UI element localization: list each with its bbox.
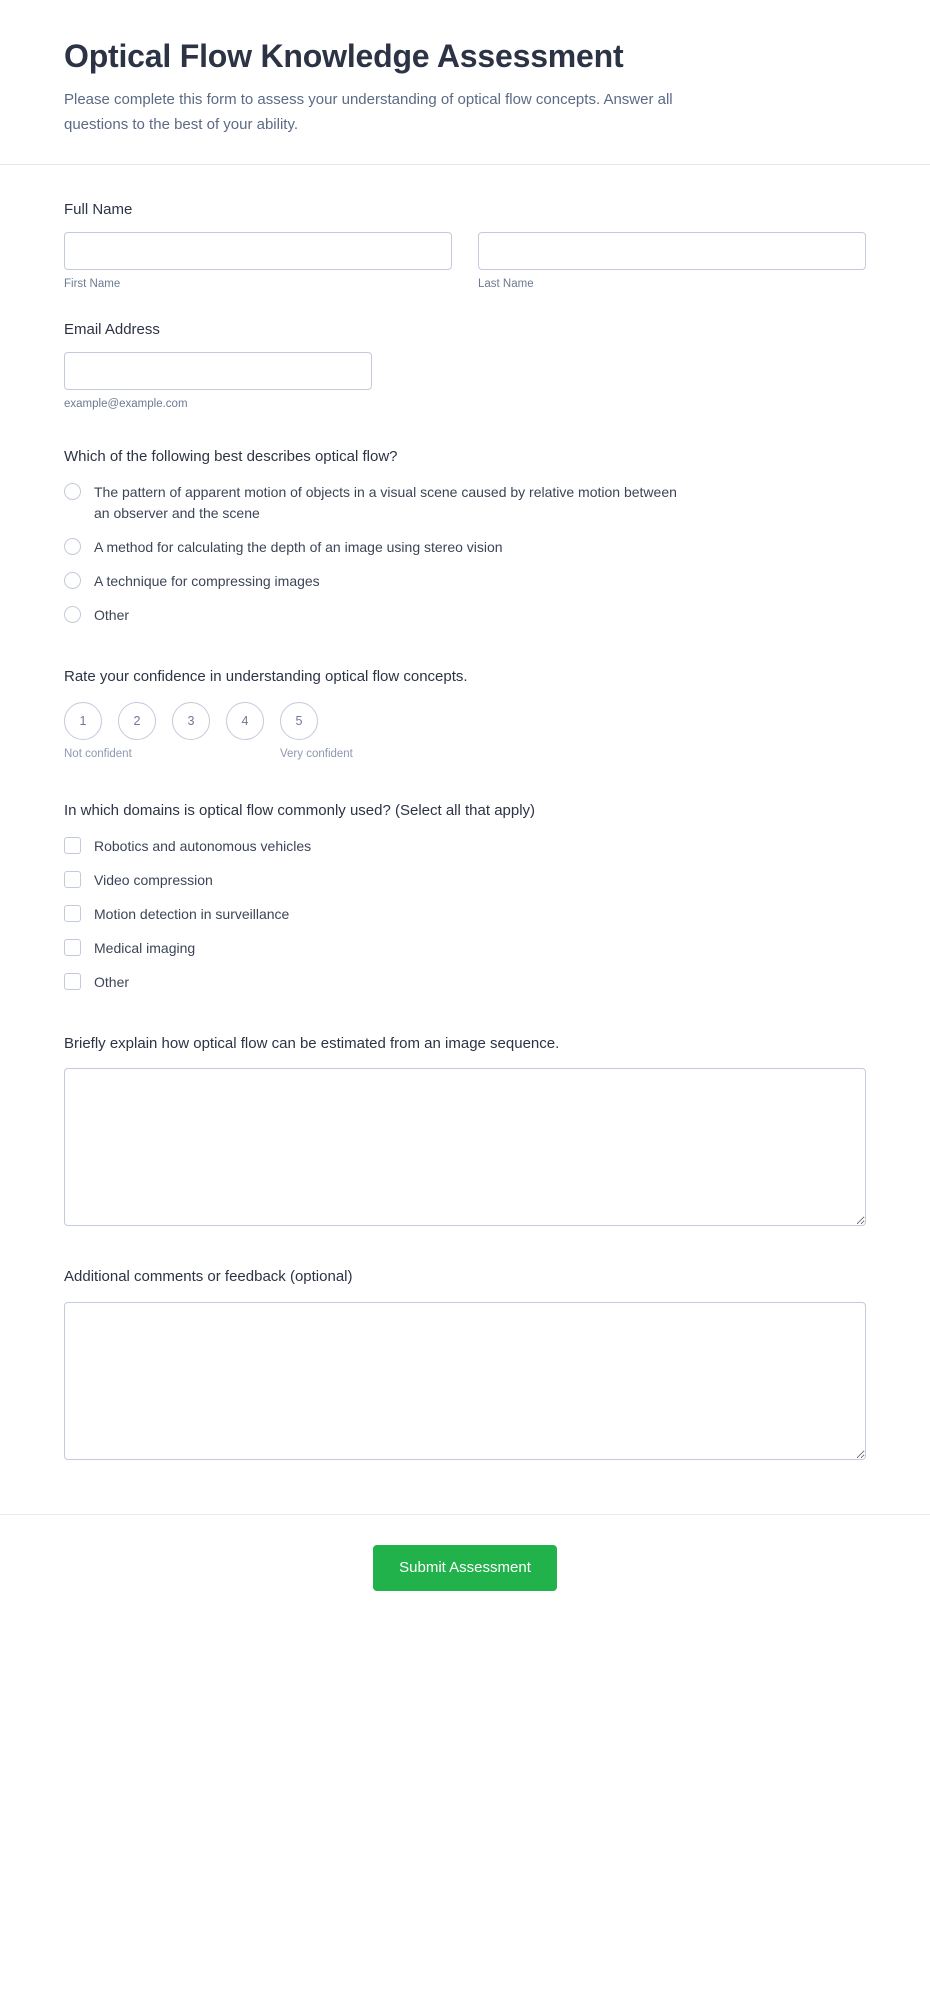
field-confidence-scale	[64, 666, 866, 760]
scale-option-4[interactable]: 4	[226, 702, 264, 740]
radio-circle-icon[interactable]	[64, 572, 81, 589]
explain-question-label: Briefly explain how optical flow can be estimated from an image sequence.	[64, 1034, 560, 1052]
describes-question-options	[64, 482, 866, 626]
domains-question-options	[64, 836, 866, 993]
checkbox-option-label: Video compression	[94, 871, 213, 888]
checkbox-option-label: Motion detection in surveillance	[94, 905, 290, 922]
form-subtitle: Please complete this form to assess your understanding of optical flow concepts. Answer all questions to the best of your ability.	[64, 91, 673, 133]
first-name-sublabel: First Name	[64, 277, 121, 290]
full-name-label: Full Name	[64, 200, 133, 218]
checkbox-option-label: Other	[94, 973, 130, 990]
scale-option-5[interactable]: 5	[280, 702, 318, 740]
checkbox-square-icon[interactable]	[64, 905, 81, 922]
checkbox-square-icon[interactable]	[64, 939, 81, 956]
radio-option-1[interactable]	[64, 537, 866, 558]
radio-circle-icon[interactable]	[64, 606, 81, 623]
confidence-scale-legend	[64, 748, 866, 760]
radio-option-label: A technique for compressing images	[94, 573, 320, 590]
checkbox-option-4[interactable]	[64, 972, 866, 993]
radio-option-0[interactable]	[64, 482, 866, 524]
email-column	[64, 352, 372, 412]
radio-circle-icon[interactable]	[64, 538, 81, 555]
radio-circle-icon[interactable]	[64, 483, 81, 500]
scale-option-2[interactable]: 2	[118, 702, 156, 740]
scale-high-label: Very confident	[280, 747, 353, 760]
scale-option-3[interactable]: 3	[172, 702, 210, 740]
field-email	[64, 319, 866, 412]
radio-option-label: A method for calculating the depth of an image using stereo vision	[94, 539, 503, 556]
full-name-row	[64, 232, 866, 292]
domains-question-label: In which domains is optical flow commonly used? (Select all that apply)	[64, 801, 536, 819]
form-body	[0, 165, 930, 1497]
checkbox-option-3[interactable]	[64, 938, 866, 959]
last-name-sublabel: Last Name	[478, 277, 534, 290]
email-label: Email Address	[64, 321, 160, 339]
radio-option-2[interactable]	[64, 571, 866, 592]
form-header	[0, 0, 930, 165]
field-full-name	[64, 199, 866, 292]
radio-option-3[interactable]	[64, 605, 866, 626]
radio-option-label: The pattern of apparent motion of objects in a visual scene caused by relative motion between an observer and the scene	[94, 484, 677, 522]
explain-question-textarea[interactable]	[64, 1068, 866, 1226]
checkbox-square-icon[interactable]	[64, 973, 81, 990]
first-name-column	[64, 232, 452, 292]
checkbox-option-0[interactable]	[64, 836, 866, 857]
checkbox-option-label: Robotics and autonomous vehicles	[94, 837, 312, 854]
confidence-scale-label: Rate your confidence in understanding optical flow concepts.	[64, 668, 468, 686]
radio-option-label: Other	[94, 607, 130, 624]
email-input[interactable]	[64, 352, 372, 390]
checkbox-option-1[interactable]	[64, 870, 866, 891]
scale-option-1[interactable]: 1	[64, 702, 102, 740]
scale-low-label: Not confident	[64, 747, 132, 760]
describes-question-label: Which of the following best describes optical flow?	[64, 448, 398, 466]
checkbox-square-icon[interactable]	[64, 837, 81, 854]
checkbox-option-2[interactable]	[64, 904, 866, 925]
comments-question-label: Additional comments or feedback (optional)	[64, 1268, 353, 1286]
confidence-scale-row	[64, 702, 866, 740]
first-name-input[interactable]	[64, 232, 452, 270]
page-title: Optical Flow Knowledge Assessment	[64, 38, 624, 74]
field-describes-question	[64, 446, 866, 626]
form-footer	[0, 1514, 930, 1631]
field-domains-question	[64, 800, 866, 993]
last-name-input[interactable]	[478, 232, 866, 270]
field-comments-question	[64, 1266, 866, 1460]
checkbox-option-label: Medical imaging	[94, 939, 196, 956]
submit-assessment-button[interactable]: Submit Assessment	[373, 1545, 557, 1591]
field-explain-question	[64, 1033, 866, 1227]
email-sublabel: example@example.com	[64, 398, 188, 411]
comments-question-textarea[interactable]	[64, 1302, 866, 1460]
checkbox-square-icon[interactable]	[64, 871, 81, 888]
last-name-column	[478, 232, 866, 292]
